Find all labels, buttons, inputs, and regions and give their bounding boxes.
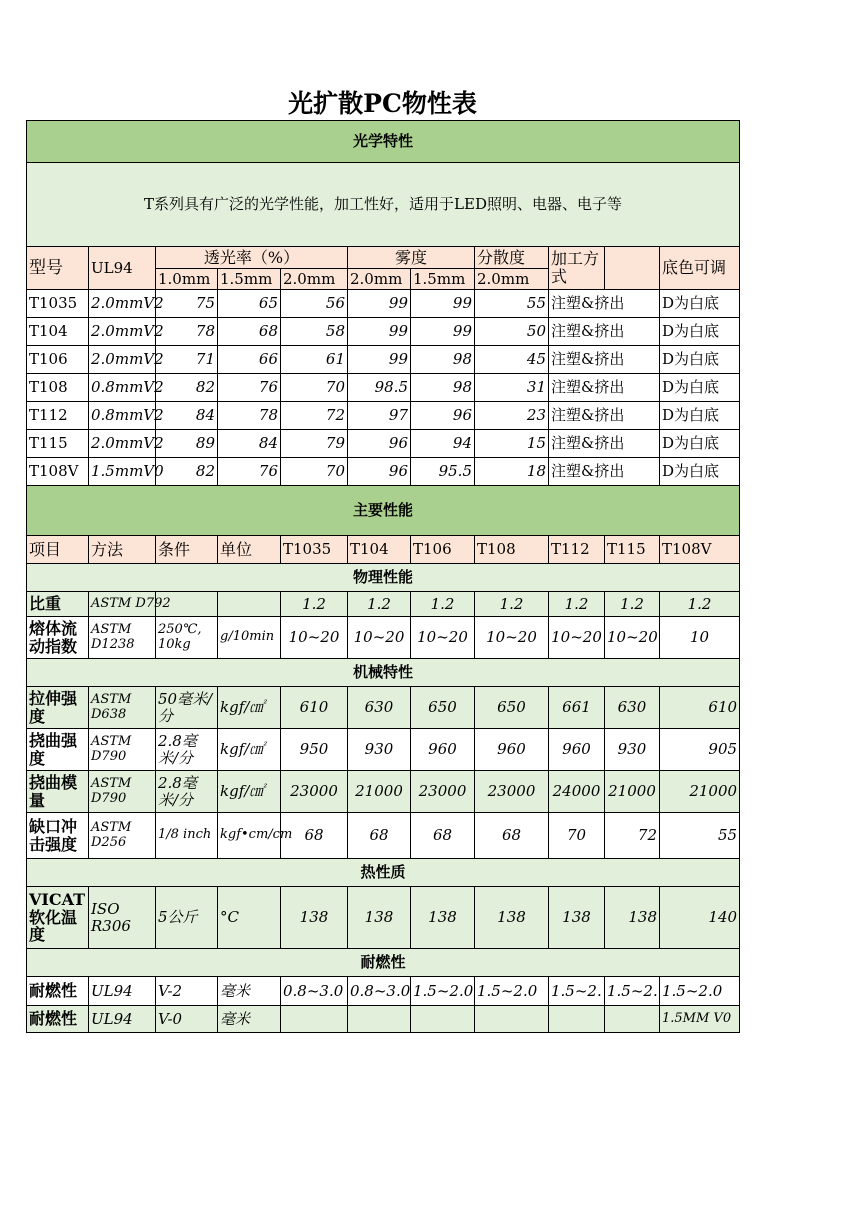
cell-item: 比重 xyxy=(27,592,89,617)
cell-t15: 84 xyxy=(218,430,281,458)
cell-t20: 56 xyxy=(281,290,348,318)
cell-h15: 98 xyxy=(411,346,475,374)
cell-unit: g/10min xyxy=(218,617,281,659)
sub-2-0mm: 2.0mm xyxy=(281,269,348,290)
main-column-headers xyxy=(27,536,740,564)
col-condition: 条件 xyxy=(156,536,218,564)
col-haze: 雾度 xyxy=(348,247,475,269)
cell-method: ASTM D792 xyxy=(89,592,156,617)
cell-processing: 注塑&挤出 xyxy=(549,458,660,486)
cell-t10: 82 xyxy=(156,374,218,402)
cell-value: 1.2 xyxy=(660,592,740,617)
table-row xyxy=(27,687,740,729)
cell-value: 1.5~2. xyxy=(605,977,660,1006)
cell-item: 耐燃性 xyxy=(27,977,89,1006)
cell-d20: 15 xyxy=(475,430,549,458)
cell-processing: 注塑&挤出 xyxy=(549,318,660,346)
cell-value: 1.5~2.0 xyxy=(475,977,549,1006)
cell-value: 661 xyxy=(549,687,605,729)
cell-d20: 55 xyxy=(475,290,549,318)
col-method: 方法 xyxy=(89,536,156,564)
cell-value: 1.2 xyxy=(605,592,660,617)
cell-value: 610 xyxy=(281,687,348,729)
section-mechanical: 机械特性 xyxy=(27,659,740,687)
cell-value: 21000 xyxy=(605,771,660,813)
cell-unit: kgf/㎠ xyxy=(218,729,281,771)
table-row xyxy=(27,729,740,771)
sub-disp-2-0mm: 2.0mm xyxy=(475,269,549,290)
cell-model: T115 xyxy=(27,430,89,458)
cell-ul94: 0.8mmV2 xyxy=(89,374,156,402)
cell-d20: 18 xyxy=(475,458,549,486)
section-physical: 物理性能 xyxy=(27,564,740,592)
cell-unit: kgf/㎠ xyxy=(218,771,281,813)
sub-haze-2-0mm: 2.0mm xyxy=(348,269,411,290)
cell-unit xyxy=(218,592,281,617)
cell-t15: 65 xyxy=(218,290,281,318)
cell-value: 68 xyxy=(411,813,475,859)
cell-item: 挠曲强度 xyxy=(27,729,89,771)
property-sheet xyxy=(26,120,740,1033)
cell-value: 1.5~2. xyxy=(549,977,605,1006)
cell-t15: 66 xyxy=(218,346,281,374)
table-row xyxy=(27,346,740,374)
cell-value: 10~20 xyxy=(475,617,549,659)
table-row xyxy=(27,813,740,859)
sub-1-0mm: 1.0mm xyxy=(156,269,218,290)
cell-value: 68 xyxy=(475,813,549,859)
cell-h20: 98.5 xyxy=(348,374,411,402)
cell-value: 0.8~3.0 xyxy=(281,977,348,1006)
table-row xyxy=(27,318,740,346)
cell-ul94: 2.0mmV2 xyxy=(89,290,156,318)
cell-t10: 78 xyxy=(156,318,218,346)
cell-unit: °C xyxy=(218,887,281,949)
col-dispersion: 分散度 xyxy=(475,247,549,269)
cell-ul94: 2.0mmV2 xyxy=(89,346,156,374)
cell-method: ASTM D1238 xyxy=(89,617,156,659)
cell-method: ASTM D256 xyxy=(89,813,156,859)
col-t112: T112 xyxy=(549,536,605,564)
cell-value: 905 xyxy=(660,729,740,771)
cell-value: 1.5MM V0 xyxy=(660,1006,740,1033)
cell-t20: 70 xyxy=(281,374,348,402)
cell-value: 1.2 xyxy=(549,592,605,617)
cell-base: D为白底 xyxy=(660,346,740,374)
main-header: 主要性能 xyxy=(27,486,740,536)
col-item: 项目 xyxy=(27,536,89,564)
cell-value: 68 xyxy=(281,813,348,859)
col-unit: 单位 xyxy=(218,536,281,564)
cell-model: T112 xyxy=(27,402,89,430)
table-row xyxy=(27,430,740,458)
col-t108v: T108V xyxy=(660,536,740,564)
cell-h20: 96 xyxy=(348,430,411,458)
cell-t20: 79 xyxy=(281,430,348,458)
optical-description: T系列具有广泛的光学性能，加工性好，适用于LED照明、电器、电子等 xyxy=(27,163,740,247)
cell-value: 950 xyxy=(281,729,348,771)
cell-value: 10~20 xyxy=(348,617,411,659)
cell-t10: 82 xyxy=(156,458,218,486)
cell-value: 930 xyxy=(348,729,411,771)
cell-value: 610 xyxy=(660,687,740,729)
cell-condition: V-0 xyxy=(156,1006,218,1033)
section-flame: 耐燃性 xyxy=(27,949,740,977)
cell-value: 23000 xyxy=(411,771,475,813)
table-row xyxy=(27,374,740,402)
cell-item: 拉伸强度 xyxy=(27,687,89,729)
cell-h15: 98 xyxy=(411,374,475,402)
cell-h15: 94 xyxy=(411,430,475,458)
col-ul94: UL94 xyxy=(89,247,156,290)
section-thermal: 热性质 xyxy=(27,859,740,887)
cell-t15: 68 xyxy=(218,318,281,346)
cell-t20: 61 xyxy=(281,346,348,374)
cell-condition: 50毫米/分 xyxy=(156,687,218,729)
cell-value: 1.2 xyxy=(475,592,549,617)
cell-ul94: 2.0mmV2 xyxy=(89,430,156,458)
cell-value: 138 xyxy=(549,887,605,949)
table-row xyxy=(27,402,740,430)
cell-value: 960 xyxy=(475,729,549,771)
cell-t20: 58 xyxy=(281,318,348,346)
table-row xyxy=(27,887,740,949)
table-row xyxy=(27,977,740,1006)
cell-model: T1035 xyxy=(27,290,89,318)
cell-value: 138 xyxy=(605,887,660,949)
cell-t10: 89 xyxy=(156,430,218,458)
cell-d20: 23 xyxy=(475,402,549,430)
cell-base: D为白底 xyxy=(660,374,740,402)
table-row xyxy=(27,592,740,617)
table-row xyxy=(27,290,740,318)
cell-value: 55 xyxy=(660,813,740,859)
cell-value: 21000 xyxy=(660,771,740,813)
table-row xyxy=(27,771,740,813)
cell-t10: 71 xyxy=(156,346,218,374)
cell-method: UL94 xyxy=(89,977,156,1006)
sub-1-5mm: 1.5mm xyxy=(218,269,281,290)
cell-value: 70 xyxy=(549,813,605,859)
cell-item: 挠曲模量 xyxy=(27,771,89,813)
cell-value: 630 xyxy=(605,687,660,729)
table-row xyxy=(27,1006,740,1033)
cell-value: 650 xyxy=(475,687,549,729)
cell-value: 24000 xyxy=(549,771,605,813)
cell-t15: 78 xyxy=(218,402,281,430)
col-base-color: 底色可调 xyxy=(660,247,740,290)
cell-value xyxy=(605,1006,660,1033)
cell-value: 10~20 xyxy=(411,617,475,659)
cell-h20: 99 xyxy=(348,318,411,346)
cell-value xyxy=(475,1006,549,1033)
col-processing: 加工方式 xyxy=(549,247,605,290)
cell-t10: 75 xyxy=(156,290,218,318)
cell-h15: 99 xyxy=(411,318,475,346)
cell-value xyxy=(281,1006,348,1033)
cell-h15: 96 xyxy=(411,402,475,430)
cell-h20: 99 xyxy=(348,346,411,374)
cell-processing: 注塑&挤出 xyxy=(549,346,660,374)
cell-value xyxy=(549,1006,605,1033)
cell-value: 72 xyxy=(605,813,660,859)
cell-model: T106 xyxy=(27,346,89,374)
cell-h20: 99 xyxy=(348,290,411,318)
col-t104: T104 xyxy=(348,536,411,564)
cell-value: 630 xyxy=(348,687,411,729)
table-row xyxy=(27,617,740,659)
cell-value: 138 xyxy=(475,887,549,949)
cell-value: 10~20 xyxy=(605,617,660,659)
cell-t10: 84 xyxy=(156,402,218,430)
cell-value: 960 xyxy=(411,729,475,771)
col-transmittance: 透光率（%） xyxy=(156,247,348,269)
sub-haze-1-5mm: 1.5mm xyxy=(411,269,475,290)
cell-value: 1.2 xyxy=(281,592,348,617)
cell-condition: 5公斤 xyxy=(156,887,218,949)
cell-unit: 毫米 xyxy=(218,1006,281,1033)
cell-method: ASTM D790 xyxy=(89,771,156,813)
cell-t15: 76 xyxy=(218,458,281,486)
cell-value: 23000 xyxy=(281,771,348,813)
cell-ul94: 1.5mmV0 xyxy=(89,458,156,486)
cell-h20: 97 xyxy=(348,402,411,430)
cell-condition: 1/8 inch xyxy=(156,813,218,859)
cell-value: 10~20 xyxy=(549,617,605,659)
cell-method: UL94 xyxy=(89,1006,156,1033)
cell-value: 0.8~3.0 xyxy=(348,977,411,1006)
cell-item: 耐燃性 xyxy=(27,1006,89,1033)
cell-unit: kgf/㎠ xyxy=(218,687,281,729)
cell-value: 10 xyxy=(660,617,740,659)
cell-base: D为白底 xyxy=(660,290,740,318)
cell-processing: 注塑&挤出 xyxy=(549,290,660,318)
cell-d20: 31 xyxy=(475,374,549,402)
col-blank xyxy=(605,247,660,290)
cell-t20: 70 xyxy=(281,458,348,486)
cell-unit: kgf•cm/cm xyxy=(218,813,281,859)
col-t106: T106 xyxy=(411,536,475,564)
cell-t20: 72 xyxy=(281,402,348,430)
cell-value: 138 xyxy=(411,887,475,949)
cell-ul94: 0.8mmV2 xyxy=(89,402,156,430)
col-t115: T115 xyxy=(605,536,660,564)
cell-base: D为白底 xyxy=(660,430,740,458)
cell-value: 960 xyxy=(549,729,605,771)
cell-condition: 2.8毫米/分 xyxy=(156,771,218,813)
cell-value: 1.2 xyxy=(411,592,475,617)
cell-condition: V-2 xyxy=(156,977,218,1006)
cell-t15: 76 xyxy=(218,374,281,402)
cell-value: 21000 xyxy=(348,771,411,813)
cell-item: 熔体流动指数 xyxy=(27,617,89,659)
cell-value: 68 xyxy=(348,813,411,859)
cell-value: 140 xyxy=(660,887,740,949)
cell-method: ASTM D638 xyxy=(89,687,156,729)
table-row xyxy=(27,458,740,486)
cell-model: T108V xyxy=(27,458,89,486)
cell-method: ASTM D790 xyxy=(89,729,156,771)
cell-value: 138 xyxy=(348,887,411,949)
cell-value xyxy=(411,1006,475,1033)
cell-h15: 95.5 xyxy=(411,458,475,486)
cell-processing: 注塑&挤出 xyxy=(549,402,660,430)
cell-unit: 毫米 xyxy=(218,977,281,1006)
cell-d20: 50 xyxy=(475,318,549,346)
cell-value: 1.5~2.0 xyxy=(411,977,475,1006)
cell-item: VICAT软化温度 xyxy=(27,887,89,949)
optical-header: 光学特性 xyxy=(27,121,740,163)
col-model: 型号 xyxy=(27,247,89,290)
cell-value: 23000 xyxy=(475,771,549,813)
cell-condition: 2.8毫米/分 xyxy=(156,729,218,771)
cell-model: T104 xyxy=(27,318,89,346)
cell-value: 650 xyxy=(411,687,475,729)
cell-model: T108 xyxy=(27,374,89,402)
cell-ul94: 2.0mmV2 xyxy=(89,318,156,346)
page-title: 光扩散PC物性表 xyxy=(288,89,477,118)
cell-value: 1.2 xyxy=(348,592,411,617)
cell-value xyxy=(348,1006,411,1033)
cell-processing: 注塑&挤出 xyxy=(549,430,660,458)
cell-value: 10~20 xyxy=(281,617,348,659)
cell-processing: 注塑&挤出 xyxy=(549,374,660,402)
cell-base: D为白底 xyxy=(660,458,740,486)
cell-d20: 45 xyxy=(475,346,549,374)
col-t108: T108 xyxy=(475,536,549,564)
cell-base: D为白底 xyxy=(660,318,740,346)
cell-h15: 99 xyxy=(411,290,475,318)
cell-condition: 250℃, 10kg xyxy=(156,617,218,659)
cell-value: 930 xyxy=(605,729,660,771)
cell-item: 缺口冲击强度 xyxy=(27,813,89,859)
col-t1035: T1035 xyxy=(281,536,348,564)
cell-value: 1.5~2.0 xyxy=(660,977,740,1006)
cell-value: 138 xyxy=(281,887,348,949)
cell-method: ISO R306 xyxy=(89,887,156,949)
cell-h20: 96 xyxy=(348,458,411,486)
cell-base: D为白底 xyxy=(660,402,740,430)
